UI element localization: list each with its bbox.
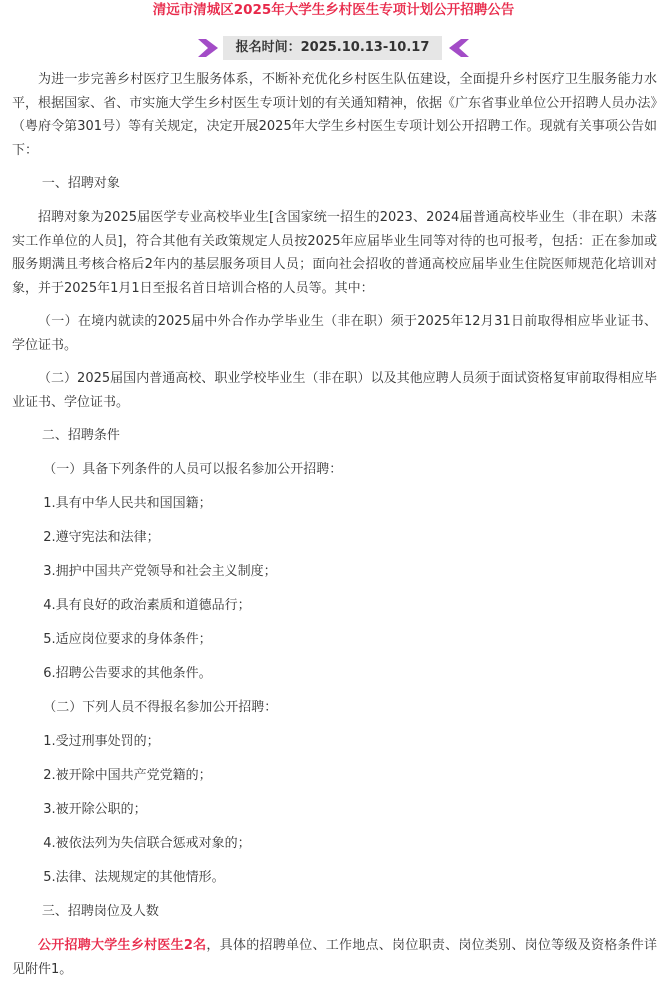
date-banner — [0, 35, 667, 61]
recruitment-targets-paragraph: 招聘对象为2025届医学专业高校毕业生[含国家统一招生的2023、2024届普通高校毕业生（非在职）未落实工作单位的人员]，符合其他有关政策规定人员按2025年应届毕业生同等对待的也可报考，包括：正在参加或服务期满且考核合格后2年内的基层服务项目人员；面向社会招收的普通高校应届毕业生住院医师规范化培训对象，并于2025年1月1日至报名首日培训合格的人员等。其中： — [12, 210, 657, 296]
condition-item: 1.具有中华人民共和国国籍； — [43, 496, 212, 511]
exclusion-item: 2.被开除中国共产党党籍的； — [43, 768, 212, 783]
page-title: 清远市清城区2025年大学生乡村医生专项计划公开招聘公告 — [152, 2, 515, 18]
section-heading-recruitment-targets: 一、招聘对象 — [41, 176, 120, 191]
condition-item: 5.适应岗位要求的身体条件； — [43, 632, 212, 647]
condition-item: 6.招聘公告要求的其他条件。 — [43, 666, 212, 681]
right-chevron-icon — [196, 35, 222, 61]
target-note-1: （一）在境内就读的2025届中外合作办学毕业生（非在职）须于2025年12月31日前取得相应毕业证书、学位证书。 — [12, 314, 657, 353]
positions-highlight: 公开招聘大学生乡村医生2名 — [38, 938, 207, 953]
registration-period: 报名时间：2025.10.13-10.17 — [223, 36, 442, 60]
positions-detail: ，具体的招聘单位、工作地点、岗位职责、岗位类别、岗位等级及资格条件详见附件1。 — [12, 938, 657, 977]
conditions-subheading: （一）具备下列条件的人员可以报名参加公开招聘： — [43, 462, 343, 477]
announcement-body — [12, 68, 657, 991]
left-chevron-icon — [445, 35, 471, 61]
condition-item: 2.遵守宪法和法律； — [43, 530, 160, 545]
exclusion-item: 1.受过刑事处罚的； — [43, 734, 160, 749]
section-heading-conditions: 二、招聘条件 — [41, 428, 120, 443]
condition-item: 3.拥护中国共产党领导和社会主义制度； — [43, 564, 277, 579]
section-heading-positions: 三、招聘岗位及人数 — [41, 904, 159, 919]
positions-paragraph — [12, 934, 657, 981]
exclusion-item: 4.被依法列为失信联合惩戒对象的； — [43, 836, 251, 851]
exclusions-subheading: （二）下列人员不得报名参加公开招聘： — [43, 700, 278, 715]
exclusion-item: 5.法律、法规规定的其他情形。 — [43, 870, 225, 885]
condition-item: 4.具有良好的政治素质和道德品行； — [43, 598, 251, 613]
intro-paragraph: 为进一步完善乡村医疗卫生服务体系，不断补充优化乡村医生队伍建设，全面提升乡村医疗卫生服务能力水平，根据国家、省、市实施大学生乡村医生专项计划的有关通知精神，依据《广东省事业单位公开招聘人员办法》（粤府令第301号）等有关规定，决定开展2025年大学生乡村医生专项计划公开招聘工作。现就有关事项公告如下： — [12, 72, 657, 158]
target-note-2: （二）2025届国内普通高校、职业学校毕业生（非在职）以及其他应聘人员须于面试资格复审前取得相应毕业证书、学位证书。 — [12, 371, 657, 410]
exclusion-item: 3.被开除公职的； — [43, 802, 147, 817]
